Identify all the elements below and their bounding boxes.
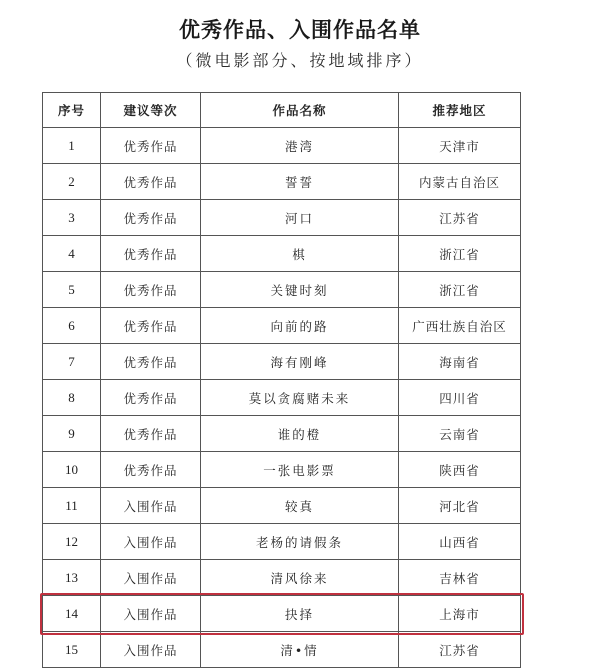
row-rank: 优秀作品	[101, 344, 201, 380]
row-region: 河北省	[399, 488, 521, 524]
row-work-name: 清风徐来	[201, 560, 399, 596]
row-region: 吉林省	[399, 560, 521, 596]
page-subtitle: （微电影部分、按地域排序）	[176, 51, 424, 70]
row-region: 天津市	[399, 128, 521, 164]
row-work-name: 谁的橙	[201, 416, 399, 452]
table-row	[43, 164, 521, 200]
row-region: 云南省	[399, 416, 521, 452]
table-row	[43, 236, 521, 272]
row-index: 2	[43, 164, 101, 200]
row-work-name: 棋	[201, 236, 399, 272]
row-work-name: 清•情	[201, 632, 399, 668]
row-index: 3	[43, 200, 101, 236]
row-index: 1	[43, 128, 101, 164]
table-row	[43, 272, 521, 308]
page-title: 优秀作品、入围作品名单	[179, 18, 421, 42]
row-region: 四川省	[399, 380, 521, 416]
table-row	[43, 524, 521, 560]
row-index: 5	[43, 272, 101, 308]
row-index: 8	[43, 380, 101, 416]
row-index: 6	[43, 308, 101, 344]
row-index: 7	[43, 344, 101, 380]
row-region: 山西省	[399, 524, 521, 560]
row-rank: 优秀作品	[101, 416, 201, 452]
row-work-name: 关键时刻	[201, 272, 399, 308]
row-work-name: 老杨的请假条	[201, 524, 399, 560]
row-rank: 入围作品	[101, 488, 201, 524]
row-work-name: 莫以贪腐赌未来	[201, 380, 399, 416]
table-row	[43, 380, 521, 416]
row-region: 内蒙古自治区	[399, 164, 521, 200]
row-rank: 优秀作品	[101, 452, 201, 488]
row-rank: 优秀作品	[101, 164, 201, 200]
header-work-name: 作品名称	[201, 93, 399, 128]
row-region: 浙江省	[399, 236, 521, 272]
row-rank: 优秀作品	[101, 272, 201, 308]
table-row	[43, 632, 521, 668]
row-index: 12	[43, 524, 101, 560]
table-row	[43, 596, 521, 632]
table-row	[43, 128, 521, 164]
row-index: 13	[43, 560, 101, 596]
row-work-name: 港湾	[201, 128, 399, 164]
row-region: 海南省	[399, 344, 521, 380]
row-index: 4	[43, 236, 101, 272]
row-index: 11	[43, 488, 101, 524]
table-row	[43, 488, 521, 524]
row-rank: 优秀作品	[101, 236, 201, 272]
row-region: 江苏省	[399, 632, 521, 668]
row-rank: 入围作品	[101, 524, 201, 560]
row-work-name: 一张电影票	[201, 452, 399, 488]
row-region: 江苏省	[399, 200, 521, 236]
table-row	[43, 560, 521, 596]
row-rank: 优秀作品	[101, 128, 201, 164]
row-work-name: 较真	[201, 488, 399, 524]
row-rank: 优秀作品	[101, 200, 201, 236]
table-row	[43, 416, 521, 452]
row-region: 陕西省	[399, 452, 521, 488]
row-rank: 入围作品	[101, 596, 201, 632]
table-row	[43, 452, 521, 488]
row-region: 上海市	[399, 596, 521, 632]
row-index: 9	[43, 416, 101, 452]
row-work-name: 誓誓	[201, 164, 399, 200]
row-rank: 入围作品	[101, 560, 201, 596]
row-index: 14	[43, 596, 101, 632]
header-rank: 建议等次	[101, 93, 201, 128]
table-header-row	[43, 93, 521, 128]
table-row	[43, 308, 521, 344]
row-rank: 优秀作品	[101, 308, 201, 344]
header-region: 推荐地区	[399, 93, 521, 128]
table-row	[43, 200, 521, 236]
row-work-name: 海有刚峰	[201, 344, 399, 380]
header-index: 序号	[43, 93, 101, 128]
row-rank: 优秀作品	[101, 380, 201, 416]
row-work-name: 向前的路	[201, 308, 399, 344]
row-work-name: 河口	[201, 200, 399, 236]
award-list-table	[42, 92, 521, 668]
row-rank: 入围作品	[101, 632, 201, 668]
row-region: 浙江省	[399, 272, 521, 308]
row-work-name: 抉择	[201, 596, 399, 632]
table-row	[43, 344, 521, 380]
row-index: 10	[43, 452, 101, 488]
row-region: 广西壮族自治区	[399, 308, 521, 344]
row-index: 15	[43, 632, 101, 668]
